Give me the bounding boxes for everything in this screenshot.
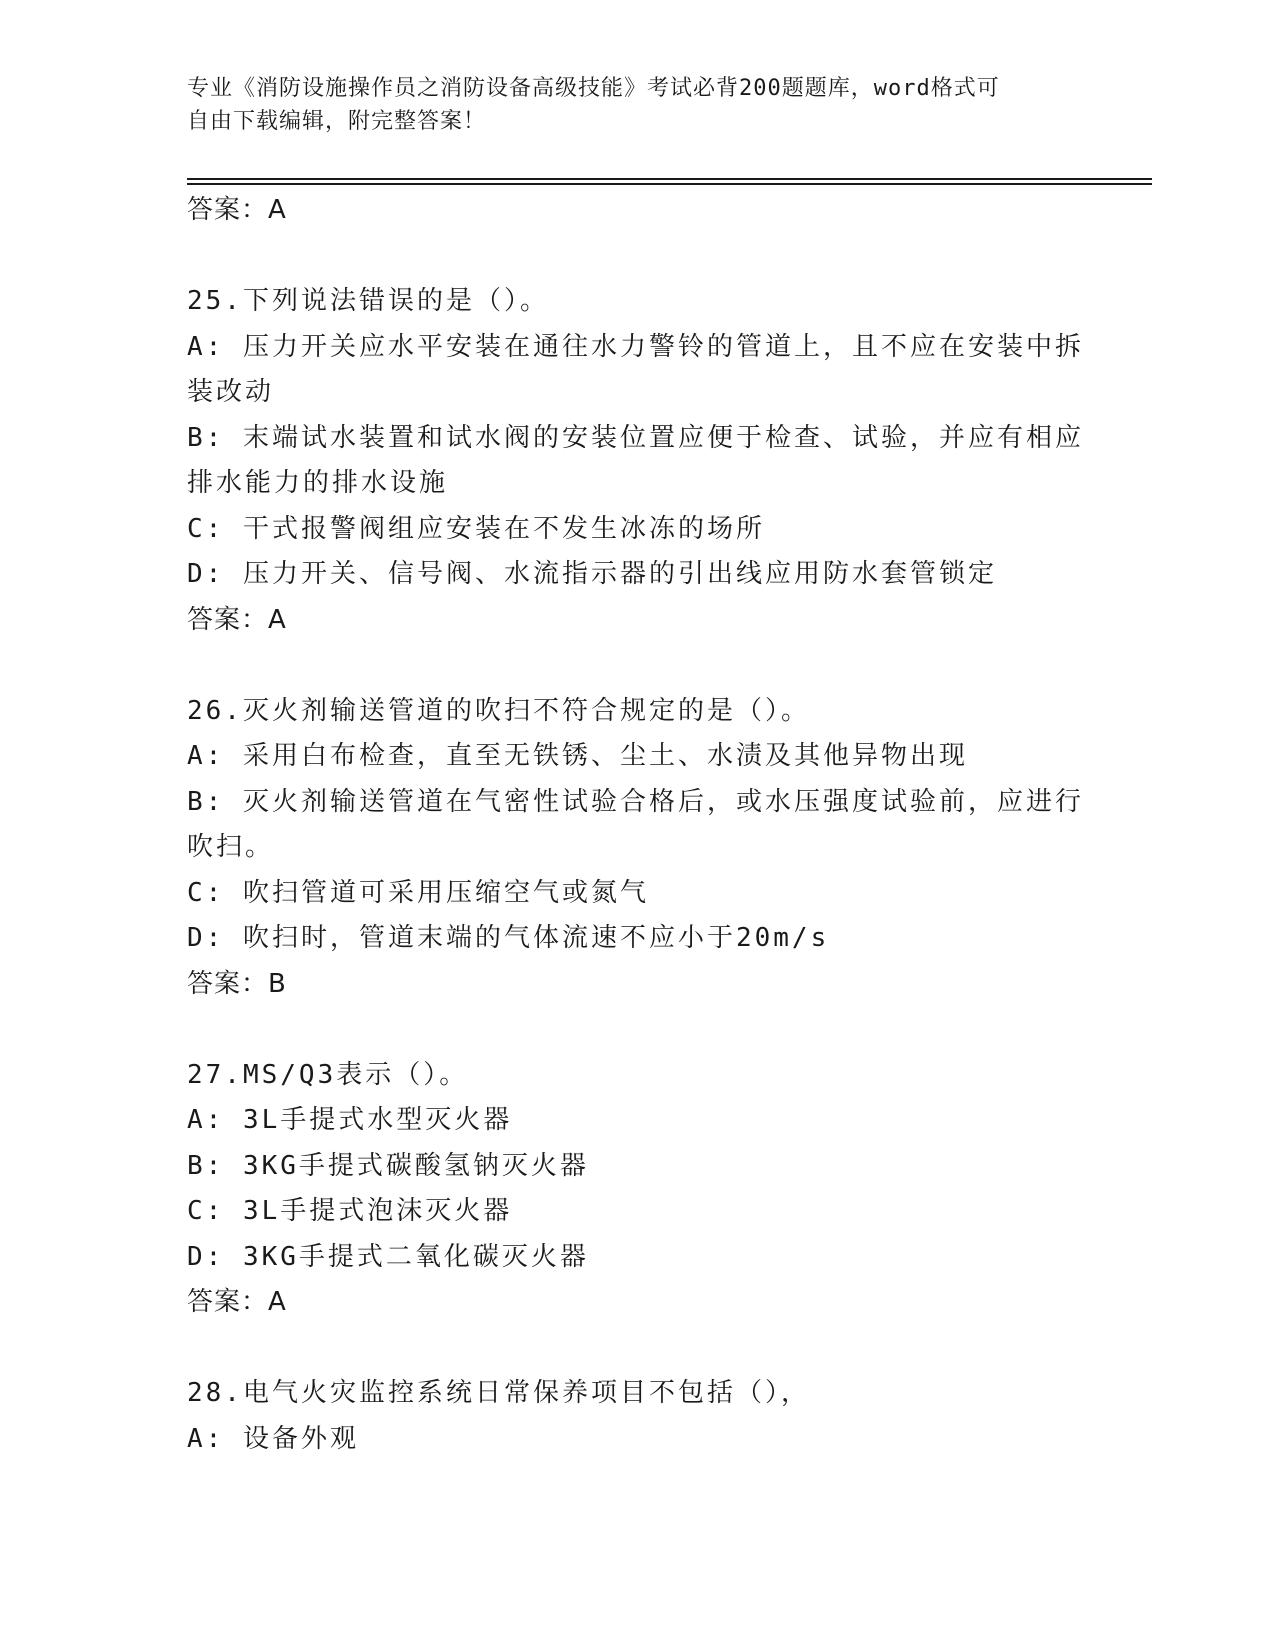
option-a: A: 3L手提式水型灭火器 [187, 1105, 513, 1135]
answer-line: 答案：B [187, 968, 287, 999]
question-28 [187, 1371, 1087, 1462]
question-25 [187, 279, 1087, 643]
question-26 [187, 689, 1087, 1008]
option-c: C: 3L手提式泡沫灭火器 [187, 1196, 513, 1226]
option-d: D: 吹扫时，管道末端的气体流速不应小于20m/s [187, 923, 830, 953]
header-line-1: 专业《消防设施操作员之消防设备高级技能》考试必背200题题库，word格式可 [187, 76, 1000, 101]
header-rule-bottom [187, 183, 1152, 185]
option-d: D: 3KG手提式二氧化碳灭火器 [187, 1241, 589, 1272]
spacer [187, 234, 1087, 280]
option-c: C: 吹扫管道可采用压缩空气或氮气 [187, 877, 649, 908]
question-stem: 27.MS/Q3表示（）。 [187, 1059, 469, 1090]
header-rule-top [187, 178, 1152, 180]
header-line-2: 自由下载编辑，附完整答案！ [187, 109, 487, 134]
document-body [187, 188, 1087, 1462]
answer-line: 答案：A [187, 1287, 287, 1317]
option-a-cont: 装改动 [187, 377, 275, 407]
question-27 [187, 1053, 1087, 1326]
option-b-cont: 排水能力的排水设施 [187, 468, 449, 498]
spacer [187, 1326, 1087, 1372]
question-stem: 25.下列说法错误的是（）。 [187, 286, 549, 316]
spacer [187, 643, 1087, 689]
option-a: A: 采用白布检查，直至无铁锈、尘土、水渍及其他异物出现 [187, 741, 968, 771]
document-header [187, 72, 1087, 138]
answer-line: 答案：A [187, 604, 287, 635]
option-b-cont: 吹扫。 [187, 832, 275, 862]
option-b: B: 灭火剂输送管道在气密性试验合格后，或水压强度试验前，应进行 [187, 786, 1084, 817]
question-stem: 28.电气火灾监控系统日常保养项目不包括（）， [187, 1378, 810, 1408]
option-a: A: 设备外观 [187, 1423, 359, 1454]
option-d: D: 压力开关、信号阀、水流指示器的引出线应用防水套管锁定 [187, 559, 997, 589]
option-b: B: 末端试水装置和试水阀的安装位置应便于检查、试验，并应有相应 [187, 422, 1084, 453]
option-c: C: 干式报警阀组应安装在不发生冰冻的场所 [187, 513, 765, 544]
answer-line: 答案：A [187, 195, 287, 225]
option-b: B: 3KG手提式碳酸氢钠灭火器 [187, 1150, 589, 1181]
spacer [187, 1007, 1087, 1053]
question-stem: 26.灭火剂输送管道的吹扫不符合规定的是（）。 [187, 695, 810, 726]
option-a: A: 压力开关应水平安装在通往水力警铃的管道上，且不应在安装中拆 [187, 331, 1084, 362]
